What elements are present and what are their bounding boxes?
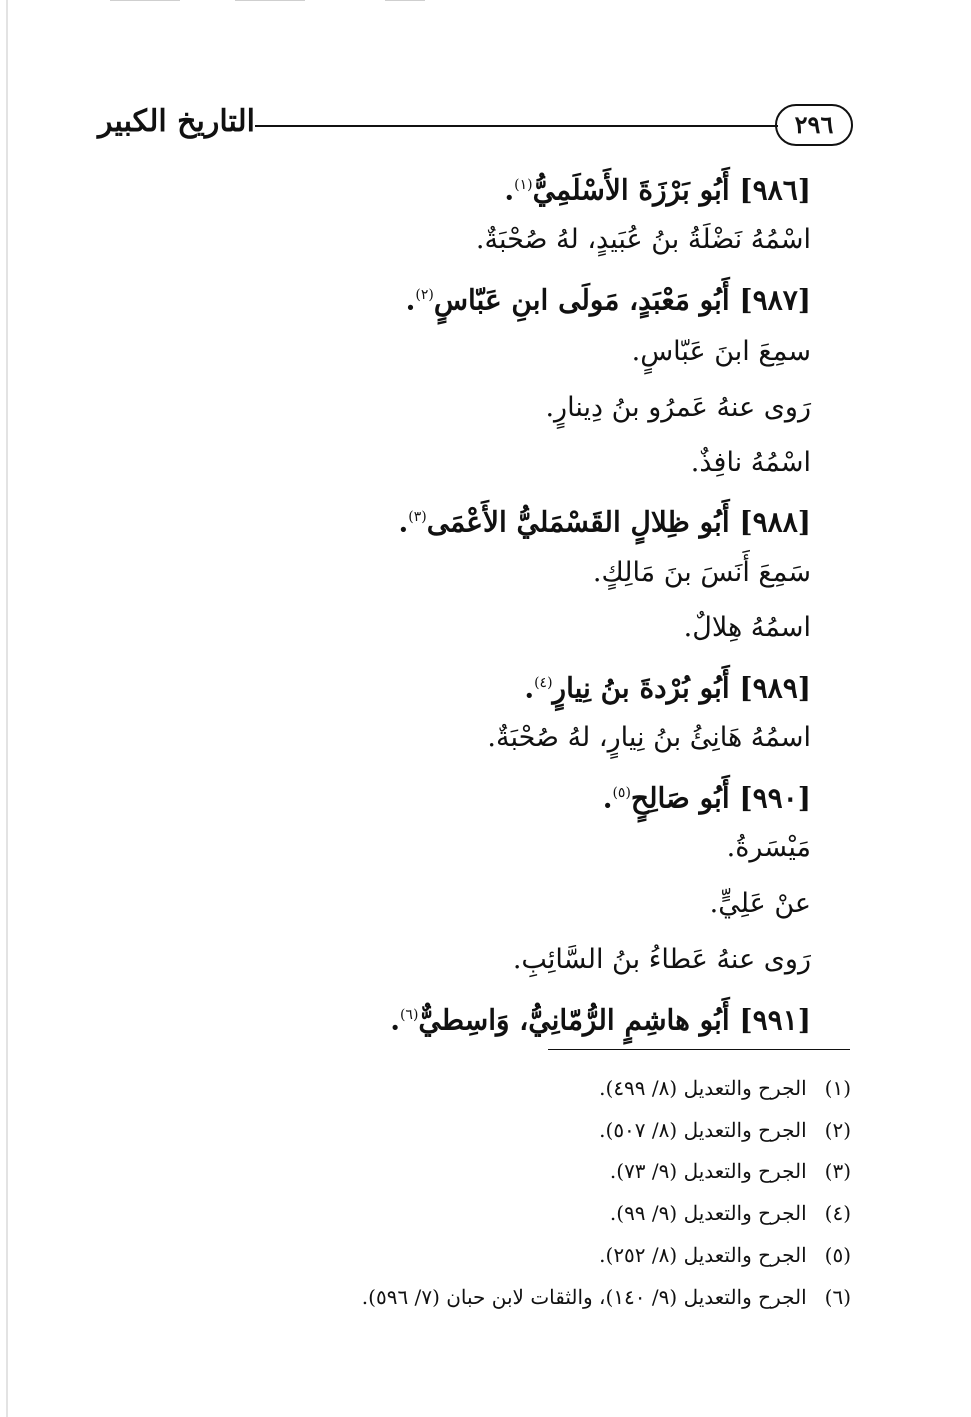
- footnote-reference: (٥): [612, 785, 631, 801]
- footnote: [610, 1156, 851, 1186]
- entry-number: [٩٨٦]: [739, 173, 811, 207]
- footnote-reference: (٦): [399, 1007, 419, 1023]
- footnote-number: (٤): [824, 1201, 851, 1225]
- page-number-badge: ٢٩٦: [775, 104, 853, 146]
- entry-line: عنْ عَلِيٍّ.: [709, 888, 811, 919]
- scan-artifact-left-edge: [6, 0, 8, 1417]
- entry-number: [٩٨٩]: [739, 671, 811, 705]
- entry-line: اسمُهُ هَانِئُ بنُ نِيارٍ، لهُ صُحْبَةٌ.: [487, 722, 811, 753]
- entry-heading: [399, 497, 811, 537]
- scan-artifact-top-2: [235, 0, 305, 1]
- entry-heading: [406, 275, 811, 315]
- footnote-separator: [548, 1049, 850, 1050]
- entry-line: سَمِعَ أَنَسَ بنَ مَالِكٍ.: [592, 557, 811, 588]
- entry-title: أَبُو مَعْبَدٍ، مَولَى ابنِ عَبّاسٍ: [433, 283, 730, 317]
- scan-artifact-top-3: [385, 0, 425, 1]
- entry-number: [٩٩٠]: [739, 781, 811, 815]
- entry-heading: [524, 663, 811, 703]
- entry-title: أَبُو بُرْدةَ بنُ نِيارٍ: [552, 671, 730, 705]
- footnote-reference: (٣): [408, 509, 427, 525]
- footnote-number: (٥): [824, 1243, 851, 1267]
- entry-title: أَبُو هاشِمٍ الرُّمّانِيُّ، وَاسِطيٌّ: [418, 1003, 730, 1037]
- entry-number: [٩٩١]: [739, 1003, 811, 1037]
- footnote: [599, 1073, 851, 1103]
- entry-line: سمِعَ ابنَ عَبّاسٍ.: [631, 336, 811, 367]
- entry-title: أَبُو ظِلالٍ القَسْمَليُّ الأَعْمَى: [426, 505, 730, 539]
- entry-end: .: [405, 283, 416, 317]
- scan-artifact-top-1: [110, 0, 180, 1]
- entry-line: رَوى عنهُ عَمرُو بنُ دِينارٍ.: [545, 392, 811, 423]
- entry-heading: [504, 165, 811, 205]
- entry-end: .: [602, 781, 613, 815]
- entry-heading: [390, 995, 811, 1035]
- footnote-text: الجرح والتعديل (٩/ ١٤٠)، والثقات لابن حبان (٧/ ٥٩٦).: [361, 1285, 807, 1309]
- entry-end: .: [390, 1003, 400, 1037]
- footnote-text: الجرح والتعديل (٩/ ٧٣).: [609, 1159, 807, 1183]
- footnote-reference: (٢): [415, 287, 434, 303]
- footnote-text: الجرح والتعديل (٨/ ٤٩٩).: [599, 1076, 807, 1100]
- entry-line: اسْمُهُ نافِذٌ.: [690, 447, 811, 478]
- footnote-number: (٣): [824, 1159, 851, 1183]
- footnote-text: الجرح والتعديل (٨/ ٥٠٧).: [599, 1118, 807, 1142]
- entry-line: اسْمُهُ نَضْلَةُ بنُ عُبَيدٍ، لهُ صُحْبَةٌ.: [475, 224, 811, 255]
- entry-end: .: [504, 173, 515, 207]
- footnote-number: (٦): [824, 1285, 851, 1309]
- entry-title: أَبُو صَالِحٍ: [630, 781, 730, 815]
- footnote-reference: (٤): [534, 675, 553, 691]
- entry-number: [٩٨٧]: [739, 283, 811, 317]
- entry-line: مَيْسَرةُ.: [726, 832, 811, 863]
- entry-end: .: [398, 505, 409, 539]
- footnote-text: الجرح والتعديل (٩/ ٩٩).: [609, 1201, 807, 1225]
- entry-line: اسمُهُ هِلالٌ.: [683, 612, 811, 643]
- footnote: [362, 1282, 851, 1312]
- footnote: [599, 1240, 851, 1270]
- entry-heading: [603, 773, 811, 813]
- footnote: [610, 1198, 851, 1228]
- entry-title: أَبُو بَرْزَةَ الأَسْلَمِيُّ: [532, 173, 730, 207]
- footnote-number: (١): [824, 1076, 851, 1100]
- footnote: [599, 1115, 851, 1145]
- header-rule: [255, 125, 778, 127]
- entry-end: .: [524, 671, 535, 705]
- entry-number: [٩٨٨]: [739, 505, 811, 539]
- footnote-text: الجرح والتعديل (٨/ ٢٥٢).: [599, 1243, 807, 1267]
- footnote-reference: (١): [514, 177, 533, 193]
- entry-line: رَوى عنهُ عَطاءُ بنُ السَّائِبِ.: [512, 944, 811, 975]
- running-title: التاريخ الكبير: [97, 104, 255, 139]
- footnote-number: (٢): [824, 1118, 851, 1142]
